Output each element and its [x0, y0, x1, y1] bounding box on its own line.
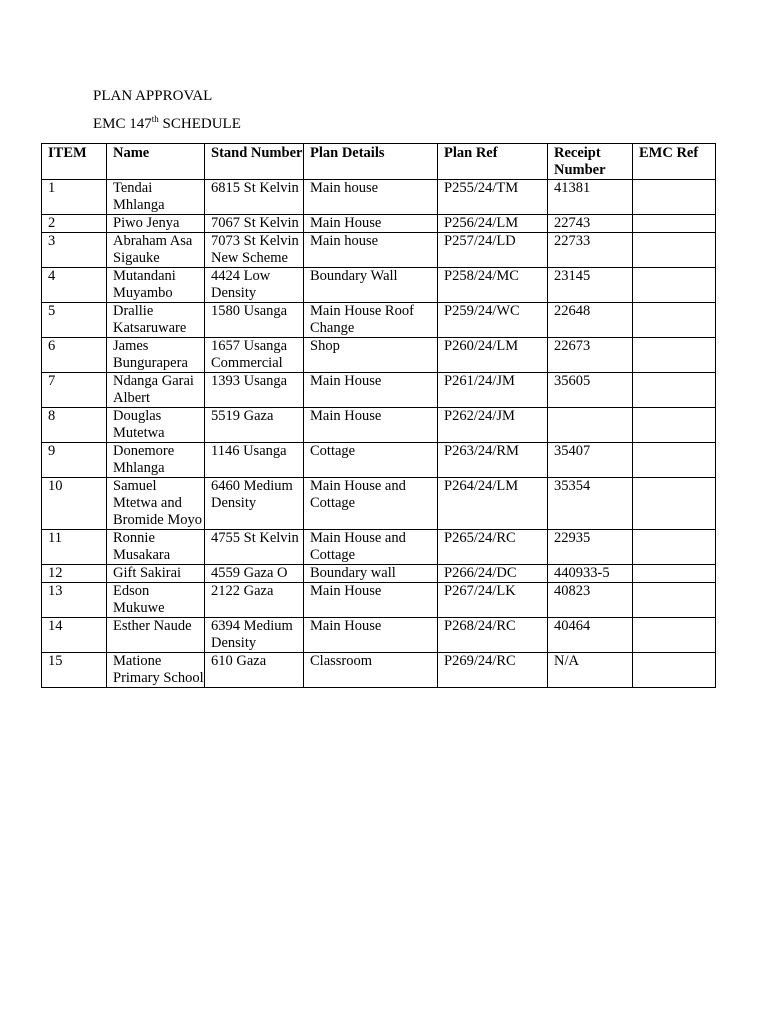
cell-emc-ref: [633, 233, 716, 268]
cell-emc-ref: [633, 215, 716, 233]
cell-plan-ref: P268/24/RC: [438, 618, 548, 653]
table-row: [42, 338, 716, 373]
cell-plan-details: Classroom: [304, 653, 438, 688]
cell-emc-ref: [633, 338, 716, 373]
cell-item: 3: [42, 233, 107, 268]
cell-stand-number: 2122 Gaza: [205, 583, 304, 618]
cell-item: 8: [42, 408, 107, 443]
schedule-ordinal-suffix: th: [151, 114, 159, 124]
cell-plan-details: Boundary wall: [304, 565, 438, 583]
cell-emc-ref: [633, 373, 716, 408]
cell-name: Edson Mukuwe: [107, 583, 205, 618]
cell-receipt-number: 22673: [548, 338, 633, 373]
cell-plan-ref: P260/24/LM: [438, 338, 548, 373]
cell-plan-ref: P256/24/LM: [438, 215, 548, 233]
cell-stand-number: 1657 Usanga Commercial: [205, 338, 304, 373]
cell-plan-ref: P262/24/JM: [438, 408, 548, 443]
cell-name: Donemore Mhlanga: [107, 443, 205, 478]
cell-item: 14: [42, 618, 107, 653]
cell-name: Samuel Mtetwa and Bromide Moyo: [107, 478, 205, 530]
table-row: [42, 565, 716, 583]
cell-item: 11: [42, 530, 107, 565]
cell-receipt-number: 22648: [548, 303, 633, 338]
cell-plan-ref: P257/24/LD: [438, 233, 548, 268]
schedule-heading: [93, 115, 241, 133]
header-item: ITEM: [42, 144, 107, 180]
cell-receipt-number: 40823: [548, 583, 633, 618]
table-row: [42, 303, 716, 338]
cell-stand-number: 7073 St Kelvin New Scheme: [205, 233, 304, 268]
cell-stand-number: 5519 Gaza: [205, 408, 304, 443]
cell-emc-ref: [633, 408, 716, 443]
cell-stand-number: 4755 St Kelvin: [205, 530, 304, 565]
cell-emc-ref: [633, 653, 716, 688]
cell-stand-number: 1393 Usanga: [205, 373, 304, 408]
cell-name: Esther Naude: [107, 618, 205, 653]
cell-emc-ref: [633, 530, 716, 565]
cell-item: 10: [42, 478, 107, 530]
cell-name: Abraham Asa Sigauke: [107, 233, 205, 268]
cell-plan-ref: P258/24/MC: [438, 268, 548, 303]
table-row: [42, 583, 716, 618]
table-header-row: [42, 144, 716, 180]
cell-item: 9: [42, 443, 107, 478]
header-receipt-number: Receipt Number: [548, 144, 633, 180]
cell-plan-details: Main House: [304, 215, 438, 233]
cell-receipt-number: 35605: [548, 373, 633, 408]
cell-stand-number: 4424 Low Density: [205, 268, 304, 303]
cell-name: Matione Primary School: [107, 653, 205, 688]
cell-stand-number: 4559 Gaza O: [205, 565, 304, 583]
schedule-suffix: SCHEDULE: [158, 116, 241, 132]
cell-plan-details: Main House Roof Change: [304, 303, 438, 338]
cell-receipt-number: 440933-5: [548, 565, 633, 583]
cell-receipt-number: N/A: [548, 653, 633, 688]
cell-stand-number: 7067 St Kelvin: [205, 215, 304, 233]
cell-emc-ref: [633, 478, 716, 530]
cell-emc-ref: [633, 180, 716, 215]
table-row: [42, 408, 716, 443]
cell-name: Douglas Mutetwa: [107, 408, 205, 443]
cell-receipt-number: 22935: [548, 530, 633, 565]
cell-plan-ref: P263/24/RM: [438, 443, 548, 478]
table-body: [42, 180, 716, 688]
header-plan-ref: Plan Ref: [438, 144, 548, 180]
cell-stand-number: 1146 Usanga: [205, 443, 304, 478]
cell-name: Piwo Jenya: [107, 215, 205, 233]
cell-name: Drallie Katsaruware: [107, 303, 205, 338]
cell-plan-ref: P261/24/JM: [438, 373, 548, 408]
cell-plan-details: Cottage: [304, 443, 438, 478]
plan-approval-table: [41, 143, 716, 688]
cell-plan-details: Main House and Cottage: [304, 530, 438, 565]
header-emc-ref: EMC Ref: [633, 144, 716, 180]
cell-item: 4: [42, 268, 107, 303]
document-title: PLAN APPROVAL: [93, 88, 213, 104]
cell-receipt-number: 22733: [548, 233, 633, 268]
cell-item: 12: [42, 565, 107, 583]
table-row: [42, 443, 716, 478]
table-row: [42, 373, 716, 408]
cell-plan-details: Main House: [304, 618, 438, 653]
cell-receipt-number: 35407: [548, 443, 633, 478]
cell-plan-details: Main House: [304, 408, 438, 443]
cell-emc-ref: [633, 618, 716, 653]
cell-plan-ref: P255/24/TM: [438, 180, 548, 215]
cell-emc-ref: [633, 583, 716, 618]
cell-item: 1: [42, 180, 107, 215]
cell-name: Gift Sakirai: [107, 565, 205, 583]
cell-plan-details: Main House: [304, 583, 438, 618]
cell-item: 6: [42, 338, 107, 373]
cell-plan-details: Main House: [304, 373, 438, 408]
schedule-prefix: EMC 147: [93, 116, 152, 132]
table-row: [42, 618, 716, 653]
cell-receipt-number: 41381: [548, 180, 633, 215]
cell-item: 7: [42, 373, 107, 408]
header-stand-number: Stand Number: [205, 144, 304, 180]
header-plan-details: Plan Details: [304, 144, 438, 180]
cell-name: Tendai Mhlanga: [107, 180, 205, 215]
cell-item: 15: [42, 653, 107, 688]
cell-stand-number: 610 Gaza: [205, 653, 304, 688]
cell-name: James Bungurapera: [107, 338, 205, 373]
cell-plan-ref: P269/24/RC: [438, 653, 548, 688]
cell-item: 13: [42, 583, 107, 618]
table-row: [42, 268, 716, 303]
cell-name: Ndanga Garai Albert: [107, 373, 205, 408]
header-name: Name: [107, 144, 205, 180]
cell-receipt-number: 22743: [548, 215, 633, 233]
cell-emc-ref: [633, 565, 716, 583]
cell-plan-details: Shop: [304, 338, 438, 373]
table-row: [42, 233, 716, 268]
cell-plan-details: Main House and Cottage: [304, 478, 438, 530]
cell-emc-ref: [633, 268, 716, 303]
cell-plan-details: Main house: [304, 233, 438, 268]
cell-item: 2: [42, 215, 107, 233]
cell-name: Mutandani Muyambo: [107, 268, 205, 303]
table-row: [42, 653, 716, 688]
cell-plan-ref: P265/24/RC: [438, 530, 548, 565]
table-row: [42, 180, 716, 215]
cell-plan-details: Boundary Wall: [304, 268, 438, 303]
cell-stand-number: 6815 St Kelvin: [205, 180, 304, 215]
cell-stand-number: 6460 Medium Density: [205, 478, 304, 530]
cell-plan-ref: P266/24/DC: [438, 565, 548, 583]
cell-plan-details: Main house: [304, 180, 438, 215]
table-row: [42, 215, 716, 233]
cell-item: 5: [42, 303, 107, 338]
cell-receipt-number: 40464: [548, 618, 633, 653]
cell-name: Ronnie Musakara: [107, 530, 205, 565]
cell-emc-ref: [633, 303, 716, 338]
cell-plan-ref: P264/24/LM: [438, 478, 548, 530]
cell-receipt-number: [548, 408, 633, 443]
table-row: [42, 530, 716, 565]
cell-stand-number: 6394 Medium Density: [205, 618, 304, 653]
cell-receipt-number: 23145: [548, 268, 633, 303]
cell-emc-ref: [633, 443, 716, 478]
cell-receipt-number: 35354: [548, 478, 633, 530]
cell-plan-ref: P259/24/WC: [438, 303, 548, 338]
table-row: [42, 478, 716, 530]
cell-stand-number: 1580 Usanga: [205, 303, 304, 338]
cell-plan-ref: P267/24/LK: [438, 583, 548, 618]
